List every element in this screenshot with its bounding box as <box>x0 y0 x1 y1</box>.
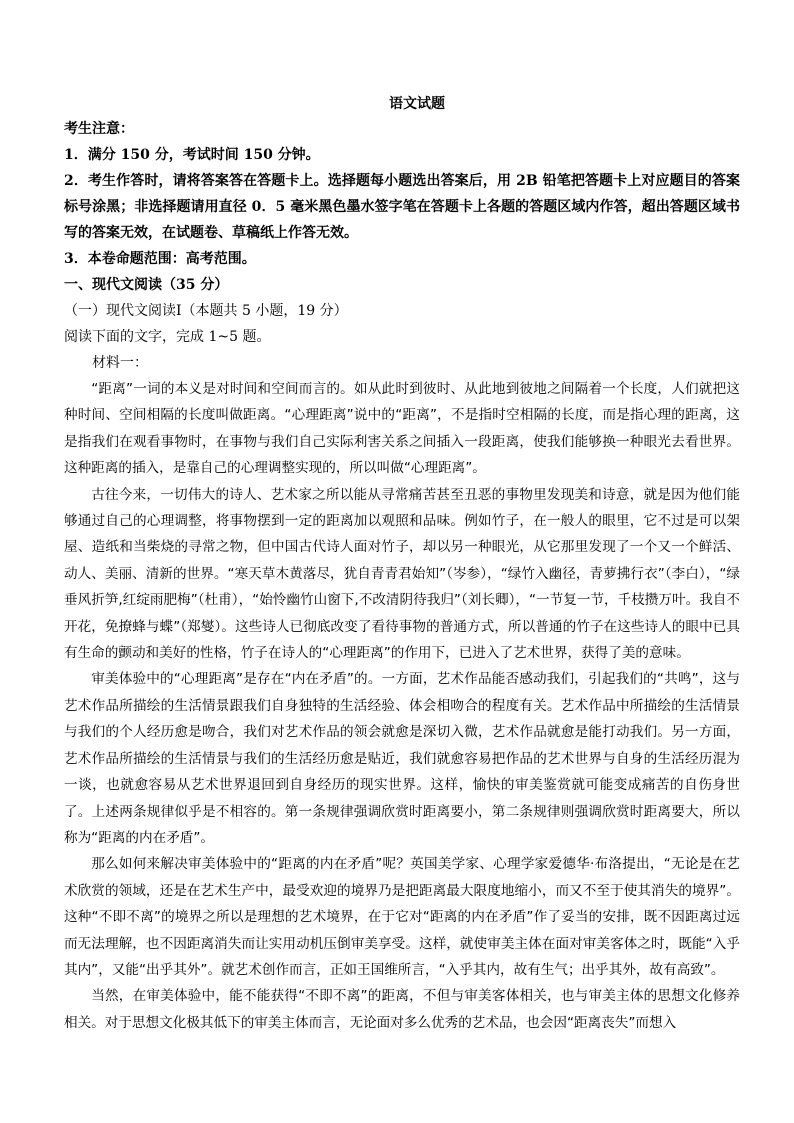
section-heading: 一、现代文阅读（35 分） <box>64 277 229 293</box>
material-label: 材料一： <box>92 355 148 371</box>
paragraph-3: 审美体验中的“心理距离”是存在“内在矛盾”的。一方面，艺术作品能否感动我们，引起我们的“共鸣”，这与艺术作品所描绘的生活情景跟我们自身独特的生活经验、体会相吻合的程度有关。艺术作品中所描绘的生活情景与我们的个人经历愈是吻合，我们对艺术作品的领会就愈是深切入微，艺术作品就愈是能打动我们。另一方面，艺术作品所描绘的生活情景与我们的生活经历愈是贴近，我们就愈容易把作品的艺术世界与自身的生活经历混为一谈，也就愈容易从艺术世界退回到自身经历的现实世界。这样，愉快的审美鉴赏就可能变成痛苦的自伤身世了。上述两条规律似乎是不相容的。第一条规律强调欣赏时距离要小，第二条规律则强调欣赏时距离要大，所以称为“距离的内在矛盾”。 <box>64 671 740 846</box>
paragraph-1: “距离”一词的本义是对时间和空间而言的。如从此时到彼时、从此地到彼地之间隔着一个长度，人们就把这种时间、空间相隔的长度叫做距离。“心理距离”说中的“距离”，不是指时空相隔的长度，而是指心理的距离，这是指我们在观看事物时，在事物与我们自己实际利害关系之间插入一段距离，使我们能够换一种眼光去看世界。这种距离的插入，是靠自己的心理调整实现的，所以叫做“心理距离”。 <box>64 381 740 477</box>
paragraph-2: 古往今来，一切伟大的诗人、艺术家之所以能从寻常痛苦甚至丑恶的事物里发现美和诗意，就是因为他们能够通过自己的心理调整，将事物摆到一定的距离加以观照和品味。例如竹子，在一般人的眼里，它不过是可以架屋、造纸和当柴烧的寻常之物，但中国古代诗人面对竹子，却以另一种眼光，从它那里发现了一个又一个鲜活、动人、美丽、清新的世界。“寒天草木黄落尽，犹自青青君始知”（岑参），“绿竹入幽径，青萝拂行衣”（李白），“绿垂风折笋,红绽雨肥梅”（杜甫），“始怜幽竹山窗下,不改清阴待我归”（刘长卿），“一节复一节，千枝攒万叶。我自不开花，免撩蜂与蝶”（郑燮）。这些诗人已彻底改变了看待事物的普通方式，所以普通的竹子在这些诗人的眼中已具有生命的颤动和美好的性格，竹子在诗人的“心理距离”的作用下，已进入了艺术世界，获得了美的意味。 <box>64 486 740 662</box>
notice-heading: 考生注意： <box>64 121 134 137</box>
reading-instruction: 阅读下面的文字，完成 1~5 题。 <box>64 329 271 345</box>
notice-item-1: 1．满分 150 分，考试时间 150 分钟。 <box>64 147 320 163</box>
notice-item-2: 2．考生作答时，请将答案答在答题卡上。选择题每小题选出答案后，用 2B 铅笔把答题卡上对应题目的答案标号涂黑；非选择题请用直径 0．5 毫米黑色墨水签字笔在答题卡上各题的答题区域内作答，超出答题区域书写的答案无效，在试题卷、草稿纸上作答无效。 <box>64 173 740 241</box>
section-subheading: （一）现代文阅读Ⅰ（本题共 5 小题，19 分） <box>64 303 348 319</box>
paragraph-5: 当然，在审美体验中，能不能获得“不即不离”的距离，不但与审美客体相关，也与审美主体的思想文化修养相关。对于思想文化极其低下的审美主体而言，无论面对多么优秀的艺术品，也会因“距离丧失”而想入 <box>64 988 740 1031</box>
paragraph-4: 那么如何来解决审美体验中的“距离的内在矛盾”呢？英国美学家、心理学家爱德华·布洛提出，“无论是在艺术欣赏的领域，还是在艺术生产中，最受欢迎的境界乃是把距离最大限度地缩小，而又不至于使其消失的境界”。这种“不即不离”的境界之所以是理想的艺术境界，在于它对“距离的内在矛盾”作了妥当的安排，既不因距离过远而无法理解，也不因距离消失而让实用动机压倒审美享受。这样，就使审美主体在面对审美客体之时，既能“入乎其内”，又能“出乎其外”。就艺术创作而言，正如王国维所言，“入乎其内，故有生气；出乎其外，故有高致”。 <box>64 856 740 978</box>
exam-page <box>64 92 740 1036</box>
page-title: 语文试题 <box>389 96 445 112</box>
notice-item-3: 3．本卷命题范围：高考范围。 <box>64 251 256 267</box>
